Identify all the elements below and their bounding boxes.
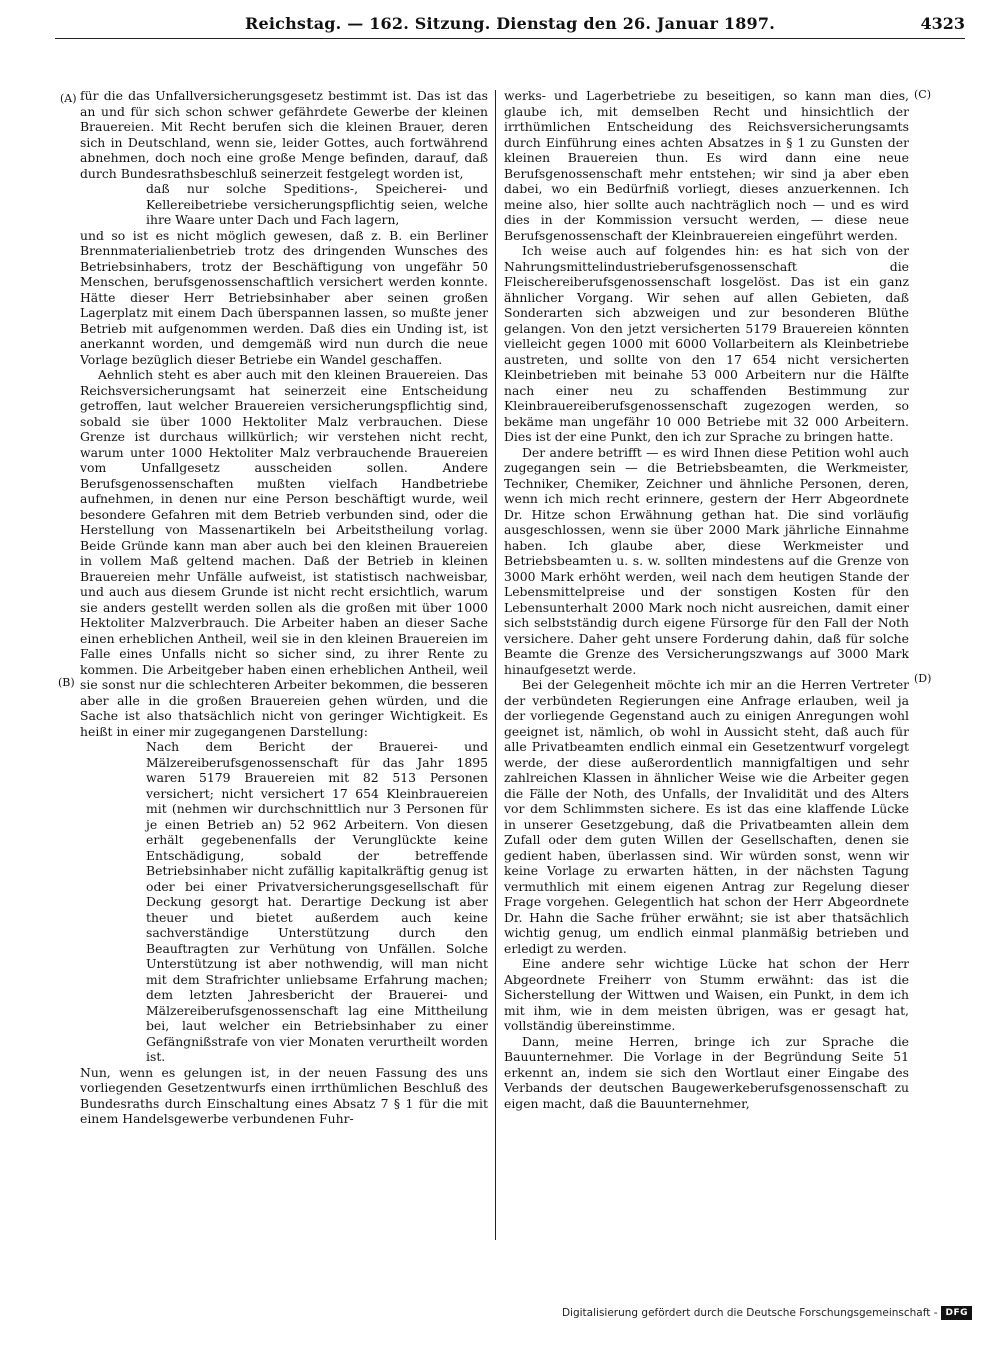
quote-paragraph: daß nur solche Speditions-, Speicherei- und Kellereibetriebe versicherungspflichtig seien, welche ihre Waare unter Dach und Fach lagern, <box>146 181 488 227</box>
page-number: 4323 <box>920 14 965 33</box>
paragraph: und so ist es nicht möglich gewesen, daß z. B. ein Berliner Brennmaterialienbetrieb trotz des dringenden Wunsches des Betriebsinhabers, trotz der Beschäftigung von ungefähr 50 Menschen, berufsgenossenschaftlich versichert werden konnte. Hätte dieser Herr Betriebsinhaber aber seinen großen Lagerplatz mit einem Dach überspannen lassen, so mußte jener Betrieb mit aufgenommen werden. Daß dies ein Unding ist, ist anerkannt worden, und demgemäß wird nun durch die neue Vorlage bezüglich dieser Betriebe ein Wandel geschaffen. <box>80 227 488 367</box>
margin-marker-a: (A) <box>60 92 77 105</box>
margin-marker-b: (B) <box>58 676 75 689</box>
page-header <box>55 14 965 44</box>
paragraph: Eine andere sehr wichtige Lücke hat schon der Herr Abgeordnete Freiherr von Stumm erwähnt: das ist die Sicherstellung der Wittwen und Waisen, ein Punkt, in dem ich mit ihm, wie in dem meisten übrigen, was er gesagt hat, vollständig übereinstimme. <box>504 956 909 1033</box>
paragraph: Dann, meine Herren, bringe ich zur Sprache die Bauunternehmer. Die Vorlage in der Begründung Seite 51 erkennt an, indem sie sich den Wortlaut einer Eingabe des Verbands der deutschen Baugewerkeberufsgenossenschaft zu eigen macht, daß die Bauunternehmer, <box>504 1033 909 1111</box>
paragraph: Der andere betrifft — es wird Ihnen diese Petition wohl auch zugegangen sein — die Betriebsbeamten, die Werkmeister, Techniker, Chemiker, Zeichner und ähnliche Personen, deren, wenn ich mich recht erinnere, gestern der Herr Abgeordnete Dr. Hitze schon Erwähnung gethan hat. Die sind vorläufig ausgeschlossen, wenn sie über 2000 Mark jährliche Einnahme haben. Ich glaube aber, diese Werkmeister und Betriebsbeamten u. s. w. sollten mindestens auf die Grenze von 3000 Mark erhöht werden, weil nach dem heutigen Stande der Lebensmittelpreise und der sonstigen Kosten für den Lebensunterhalt 2000 Mark noch nicht ausreichen, damit einer sich selbstständig durch eigene Fürsorge für den Fall der Noth versichere. Daher geht unsere Forderung dahin, daß für solche Beamte die Grenze des Versicherungszwangs auf 3000 Mark hinaufgesetzt werde. <box>504 444 909 677</box>
margin-marker-d: (D) <box>914 672 932 685</box>
paragraph: Aehnlich steht es aber auch mit den kleinen Brauereien. Das Reichsversicherungsamt hat seinerzeit eine Entscheidung getroffen, laut welcher Brauereien versicherungspflichtig sind, sobald sie über 1000 Hektoliter Malz verbrauchen. Diese Grenze ist durchaus willkürlich; wir verstehen nicht recht, warum unter 1000 Hektoliter Malz verbrauchende Brauereien vom Unfallgesetz ausscheiden sollen. Andere Berufsgenossenschaften mußten vielfach Handbetriebe aufnehmen, in denen nur eine Person beschäftigt wurde, weil besondere Gefahren mit dem Betrieb verbunden sind, oder die Herstellung von Massenartikeln bei Arbeitstheilung vorlag. Beide Gründe kann man aber auch bei den kleinen Brauereien in vollem Maß geltend machen. Daß der Betrieb in kleinen Brauereien mehr Unfälle aufweist, ist statistisch nachweisbar, und auch aus diesem Grunde ist nicht recht ersichtlich, warum sie anders gestellt werden sollen als die großen mit über 1000 Hektoliter Malzverbrauch. Die Arbeiter haben an dieser Sache einen erheblichen Antheil, weil sie in den kleinen Brauereien im Falle eines Unfalls nicht so sicher sind, zu ihrer Rente zu kommen. Die Arbeitgeber haben einen erheblichen Antheil, weil sie sonst nur die schlechteren Arbeiter bekommen, die besseren aber alle in die großen Brauereien gehen würden, und die Sache ist also thatsächlich nicht von geringer Wichtigkeit. Es heißt in einer mir zugegangenen Darstellung: <box>80 367 488 739</box>
header-rule <box>55 38 965 39</box>
dfg-logo-icon: DFG <box>941 1306 972 1320</box>
paragraph: werks- und Lagerbetriebe zu beseitigen, so kann man dies, glaube ich, mit demselben Recht und hinsichtlich der irrthümlichen Entscheidung des Reichsversicherungsamts durch Einführung eines achten Absatzes in § 1 zu Gunsten der kleinen Brauereien thun. Es wird dann eine neue Berufsgenossenschaft mehr entstehen; wir sind ja aber eben dabei, wo ein Bedürfniß vorliegt, dieses anzuerkennen. Ich meine also, hier sollte auch nachträglich noch — und es wird dies in der Kommission versucht werden, — diese neue Berufsgenossenschaft der Kleinbrauereien eingeführt werden. <box>504 88 909 243</box>
digitization-footer <box>562 1306 972 1320</box>
footer-text: Digitalisierung gefördert durch die Deutsche Forschungsgemeinschaft - <box>561 1307 938 1319</box>
paragraph: Bei der Gelegenheit möchte ich mir an die Herren Vertreter der verbündeten Regierungen eine Anfrage erlauben, weil ja der vorliegende Gegenstand auch zu einigen Anregungen wohl geeignet ist, nämlich, ob wohl in Aussicht steht, daß auch für alle Privatbeamten endlich einmal ein Gesetzentwurf vorgelegt werde, der diese außerordentlich mannigfaltigen und sehr zahlreichen Klassen in ähnlicher Weise wie die Arbeiter gegen die Fälle der Noth, des Unfalls, der Invalidität und des Alters vor dem Schlimmsten sichere. Es ist das eine klaffende Lücke in unserer Gesetzgebung, daß die Privatbeamten allein dem Zufall oder dem guten Willen der Gesellschaften, denen sie gedient haben, überlassen sind. Wir würden sonst, wenn wir keine Vorlage zu erwarten hätten, in der nächsten Tagung vermuthlich mit einem eigenen Antrag zur Regelung dieser Frage vorgehen. Gelegentlich hat schon der Herr Abgeordnete Dr. Hahn die Sache früher erwähnt; sie ist aber thatsächlich wichtig genug, um endlich einmal planmäßig betrieben und erledigt zu werden. <box>504 677 909 956</box>
margin-marker-c: (C) <box>914 88 931 101</box>
quote-paragraph: Nach dem Bericht der Brauerei- und Mälzereiberufsgenossenschaft für das Jahr 1895 waren 5179 Brauereien mit 82 513 Personen versichert; nicht versichert 17 654 Kleinbrauereien mit (nehmen wir durchschnittlich nur 3 Personen für je einen Betrieb an) 52 962 Arbeitern. Von diesen erhält gegebenenfalls der Verunglückte keine Entschädigung, sobald der betreffende Betriebsinhaber nicht zufällig kapitalkräftig genug ist oder bei einer Privatversicherungsgesellschaft für Deckung gesorgt hat. Derartige Deckung ist aber theuer und bietet außerdem auch keine sachverständige Unterstützung durch den Beauftragten zur Verhütung von Unfällen. Solche Unterstützung ist aber nothwendig, will man nicht mit dem Strafrichter unliebsame Erfahrung machen; dem letzten Jahresbericht der Brauerei- und Mälzereiberufsgenossenschaft lag eine Mittheilung bei, laut welcher ein Betriebsinhaber zu einer Gefängnißstrafe von vier Monaten verurtheilt worden ist. <box>146 739 488 1064</box>
left-column <box>80 88 488 1248</box>
column-divider <box>495 90 496 1240</box>
paragraph: Ich weise auch auf folgendes hin: es hat sich von der Nahrungsmittelindustrieberufsgenossenschaft die Fleischereiberufsgenossenschaft losgelöst. Das ist ein ganz ähnlicher Vorgang. Wir sehen auf allen Gebieten, daß Sonderarten sich abzweigen und zur besonderen Blüthe gelangen. Von den jetzt versicherten 5179 Brauereien könnten vielleicht gegen 1000 mit 6000 Vollarbeitern als Kleinbetriebe austreten, und sollte von den 17 654 nicht versicherten Kleinbetrieben mit beinahe 53 000 Arbeitern nur die Hälfte nach einer neu zu schaffenden Bestimmung zur Kleinbrauereiberufsgenossenschaft zugezogen werden, so bekäme man ungefähr 10 000 Betriebe mit 32 000 Arbeitern. Dies ist der eine Punkt, den ich zur Sprache zu bringen hatte. <box>504 243 909 444</box>
right-column <box>504 88 909 1248</box>
paragraph: Nun, wenn es gelungen ist, in der neuen Fassung des uns vorliegenden Gesetzentwurfs einen irrthümlichen Beschluß des Bundesraths durch Einschaltung eines Absatz 7 § 1 für die mit einem Handelsgewerbe verbundenen Fuhr- <box>80 1064 488 1126</box>
paragraph: für die das Unfallversicherungsgesetz bestimmt ist. Das ist das an und für sich schon schwer gefährdete Gewerbe der kleinen Brauereien. Mit Recht berufen sich die kleinen Brauer, deren sich in Deutschland, wenn sie, leider Gottes, auch fortwährend abnehmen, doch noch eine große Menge befinden, darauf, daß durch Bundesrathsbeschluß seinerzeit festgelegt worden ist, <box>80 88 488 181</box>
running-title: Reichstag. — 162. Sitzung. Dienstag den 26. Januar 1897. <box>245 14 775 33</box>
